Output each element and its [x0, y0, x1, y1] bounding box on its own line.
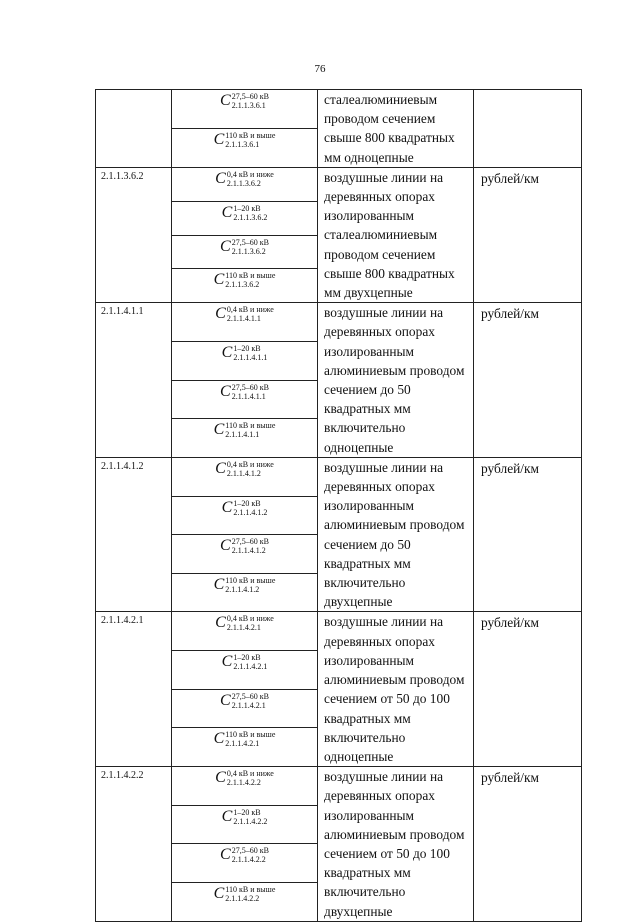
- rate-symbol-letter: C: [213, 885, 225, 903]
- voltage-superscript: 110 кВ и выше: [225, 885, 276, 895]
- rate-symbol-letter: C: [215, 769, 226, 787]
- code-subscript: 2.1.1.3.6.1: [231, 101, 266, 110]
- rate-symbol-cell: [172, 535, 318, 574]
- row-description: воздушные линии на деревянных опорах изолированным алюминиевым проводом сечением от 50 до 100 квадратных мм включительно одноцепные: [318, 612, 474, 767]
- rate-symbol: [214, 730, 276, 748]
- voltage-superscript: 27,5–60 кВ: [231, 691, 269, 701]
- table-body: [96, 90, 582, 922]
- rate-symbol: [220, 92, 269, 110]
- voltage-superscript: 1–20 кВ: [233, 343, 261, 353]
- voltage-superscript: 0,4 кВ и ниже: [226, 459, 274, 469]
- code-subscript: 2.1.1.4.2.1: [231, 700, 266, 710]
- code-subscript: 2.1.1.4.1.2: [231, 546, 266, 556]
- voltage-superscript: 27,5–60 кВ: [231, 382, 269, 392]
- code-subscript: 2.1.1.4.1.1: [233, 352, 268, 362]
- table-row: [96, 90, 582, 129]
- rate-symbol-cell: [172, 612, 318, 651]
- rate-symbol-cell: [172, 201, 318, 235]
- rate-symbol-letter: C: [221, 498, 233, 516]
- voltage-superscript: 110 кВ и выше: [225, 271, 276, 281]
- rate-symbol-letter: C: [221, 343, 233, 361]
- rate-symbol-letter: C: [215, 305, 226, 323]
- code-subscript: 2.1.1.4.2.1: [226, 623, 261, 633]
- rate-symbol: [222, 653, 268, 671]
- rate-symbol-letter: C: [213, 271, 225, 289]
- rate-symbol-cell: [172, 128, 318, 167]
- voltage-superscript: 27,5–60 кВ: [231, 846, 269, 856]
- row-description: воздушные линии на деревянных опорах изолированным алюминиевым проводом сечением от 50 до 100 квадратных мм включительно двухцепные: [318, 767, 474, 922]
- code-subscript: 2.1.1.3.6.2: [233, 212, 268, 222]
- rate-symbol-cell: [172, 883, 318, 922]
- row-code: 2.1.1.4.1.1: [96, 303, 172, 458]
- rate-symbol: [215, 769, 274, 787]
- code-subscript: 2.1.1.4.1.2: [226, 468, 261, 478]
- code-subscript: 2.1.1.4.1.1: [225, 430, 260, 440]
- row-description: воздушные линии на деревянных опорах изолированным алюминиевым проводом сечением до 50 квадратных мм включительно одноцепные: [318, 303, 474, 458]
- rate-table: [95, 89, 582, 922]
- rate-symbol-cell: [172, 496, 318, 535]
- rate-symbol-letter: C: [213, 730, 225, 748]
- rate-symbol: [222, 344, 268, 362]
- rate-symbol-letter: C: [215, 459, 226, 477]
- rate-symbol: [214, 421, 276, 439]
- rate-symbol-cell: [172, 419, 318, 458]
- rate-symbol-cell: [172, 341, 318, 380]
- rate-symbol: [220, 846, 269, 864]
- rate-symbol-cell: [172, 380, 318, 419]
- rate-symbol: [214, 271, 276, 289]
- rate-symbol: [220, 383, 269, 401]
- rate-symbol-cell: [172, 235, 318, 269]
- table-row: [96, 612, 582, 651]
- rate-symbol-cell: [172, 573, 318, 612]
- row-code: 2.1.1.4.2.2: [96, 767, 172, 922]
- voltage-superscript: 110 кВ и выше: [225, 130, 276, 140]
- table-row: [96, 303, 582, 342]
- voltage-superscript: 0,4 кВ и ниже: [226, 614, 274, 624]
- rate-symbol-cell: [172, 728, 318, 767]
- page-number: 76: [314, 63, 326, 75]
- rate-symbol-letter: C: [220, 237, 231, 255]
- rate-symbol-letter: C: [221, 203, 233, 221]
- voltage-superscript: 0,4 кВ и ниже: [226, 305, 274, 315]
- rate-symbol-letter: C: [220, 691, 231, 709]
- code-subscript: 2.1.1.3.6.2: [226, 178, 261, 188]
- row-description: воздушные линии на деревянных опорах изолированным сталеалюминиевым проводом сечением свыше 800 квадратных мм двухцепные: [318, 167, 474, 302]
- code-subscript: 2.1.1.4.2.1: [233, 662, 268, 672]
- row-description: сталеалюминиевым проводом сечением свыше 800 квадратных мм одноцепные: [318, 90, 474, 168]
- rate-symbol-letter: C: [221, 653, 233, 671]
- rate-symbol-cell: [172, 457, 318, 496]
- rate-symbol-cell: [172, 651, 318, 690]
- rate-symbol-letter: C: [220, 92, 231, 109]
- rate-symbol: [222, 499, 268, 517]
- rate-symbol-cell: [172, 167, 318, 201]
- rate-symbol-letter: C: [221, 807, 233, 825]
- rate-symbol: [222, 808, 268, 826]
- rate-symbol-cell: [172, 689, 318, 728]
- row-unit: рублей/км: [474, 167, 582, 302]
- table-row: [96, 167, 582, 201]
- rate-symbol-letter: C: [220, 846, 231, 864]
- row-code: 2.1.1.4.1.2: [96, 457, 172, 612]
- table-row: [96, 767, 582, 806]
- rate-symbol: [214, 576, 276, 594]
- voltage-superscript: 0,4 кВ и ниже: [226, 769, 274, 779]
- rate-symbol-letter: C: [215, 614, 226, 632]
- voltage-superscript: 27,5–60 кВ: [231, 237, 269, 247]
- row-unit: рублей/км: [474, 303, 582, 458]
- code-subscript: 2.1.1.4.2.1: [225, 739, 260, 749]
- rate-symbol-cell: [172, 844, 318, 883]
- rate-symbol-letter: C: [213, 575, 225, 593]
- voltage-superscript: 1–20 кВ: [233, 653, 261, 663]
- code-subscript: 2.1.1.4.1.2: [225, 584, 260, 594]
- voltage-superscript: 110 кВ и выше: [225, 421, 276, 431]
- rate-symbol-letter: C: [215, 169, 226, 187]
- row-code: 2.1.1.4.2.1: [96, 612, 172, 767]
- row-unit: рублей/км: [474, 457, 582, 612]
- rate-symbol-letter: C: [213, 421, 225, 439]
- rate-symbol-cell: [172, 269, 318, 303]
- code-subscript: 2.1.1.4.2.2: [226, 778, 261, 788]
- row-unit: [474, 90, 582, 168]
- rate-symbol: [220, 238, 269, 256]
- row-unit: рублей/км: [474, 612, 582, 767]
- rate-symbol-letter: C: [220, 537, 231, 555]
- code-subscript: 2.1.1.3.6.2: [231, 246, 266, 256]
- rate-symbol: [215, 305, 274, 323]
- code-subscript: 2.1.1.4.2.2: [233, 816, 268, 826]
- code-subscript: 2.1.1.4.2.2: [225, 894, 260, 904]
- rate-symbol: [222, 204, 268, 222]
- rate-symbol-cell: [172, 805, 318, 844]
- rate-symbol: [220, 537, 269, 555]
- code-subscript: 2.1.1.4.1.1: [231, 391, 266, 401]
- table-row: [96, 457, 582, 496]
- voltage-superscript: 27,5–60 кВ: [231, 537, 269, 547]
- code-subscript: 2.1.1.4.2.2: [231, 855, 266, 865]
- rate-symbol: [215, 614, 274, 632]
- code-subscript: 2.1.1.4.1.1: [226, 314, 261, 324]
- voltage-superscript: 1–20 кВ: [233, 203, 261, 213]
- voltage-superscript: 110 кВ и выше: [225, 730, 276, 740]
- code-subscript: 2.1.1.3.6.1: [225, 139, 260, 149]
- voltage-superscript: 1–20 кВ: [233, 807, 261, 817]
- row-code: 2.1.1.3.6.2: [96, 167, 172, 302]
- rate-symbol: [214, 885, 276, 903]
- rate-symbol: [220, 692, 269, 710]
- voltage-superscript: 27,5–60 кВ: [231, 92, 269, 101]
- voltage-superscript: 110 кВ и выше: [225, 575, 276, 585]
- voltage-superscript: 0,4 кВ и ниже: [226, 169, 274, 179]
- code-subscript: 2.1.1.3.6.2: [225, 280, 260, 290]
- rate-symbol-cell: [172, 90, 318, 129]
- rate-symbol: [215, 170, 274, 188]
- row-description: воздушные линии на деревянных опорах изолированным алюминиевым проводом сечением до 50 квадратных мм включительно двухцепные: [318, 457, 474, 612]
- row-code: [96, 90, 172, 168]
- rate-symbol: [214, 131, 276, 149]
- row-unit: рублей/км: [474, 767, 582, 922]
- rate-symbol-letter: C: [213, 130, 225, 148]
- rate-symbol-letter: C: [220, 382, 231, 400]
- code-subscript: 2.1.1.4.1.2: [233, 507, 268, 517]
- rate-symbol-cell: [172, 303, 318, 342]
- voltage-superscript: 1–20 кВ: [233, 498, 261, 508]
- rate-symbol-cell: [172, 767, 318, 806]
- rate-symbol: [215, 460, 274, 478]
